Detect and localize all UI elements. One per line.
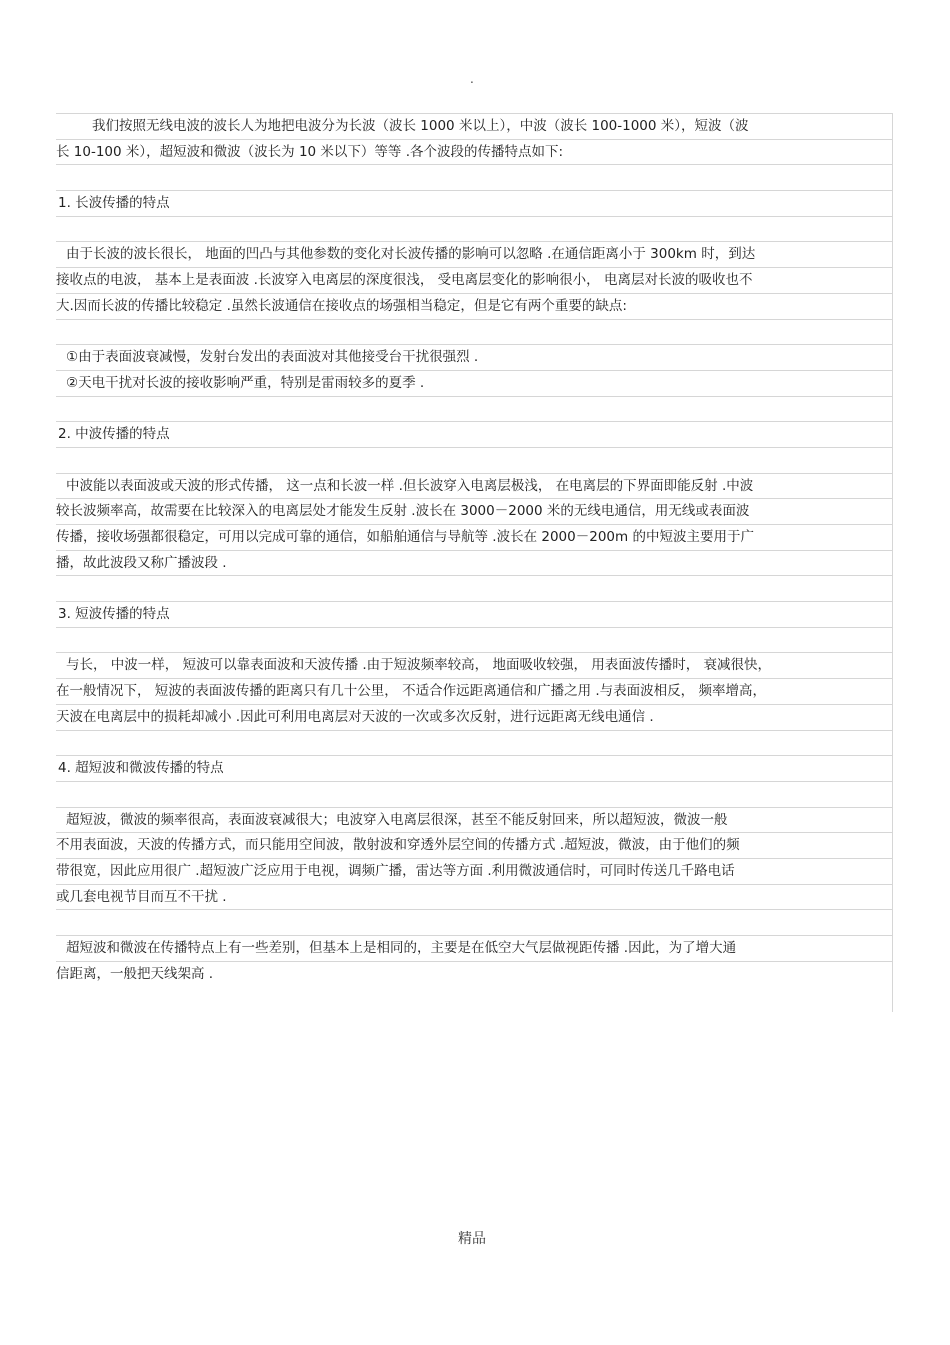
page-footer: 精品 (458, 1231, 486, 1247)
text-line (56, 858, 893, 884)
line-text: 接收点的电波， 基本上是表面波 .长波穿入电离层的深度很浅， 受电离层变化的影响很小， 电离层对长波的吸收也不 (56, 272, 753, 289)
blank-line (56, 319, 893, 345)
text-line (56, 961, 893, 987)
text-line (56, 473, 893, 499)
blank-line (56, 216, 893, 242)
line-text: 或几套电视节目而互不干扰 . (56, 888, 227, 905)
line-text: 长 10-100 米），超短波和微波（波长为 10 米以下）等等 .各个波段的传播特点如下: (56, 143, 564, 160)
line-text: 大.因而长波的传播比较稳定 .虽然长波通信在接收点的场强相当稳定，但是它有两个重要的缺点: (56, 297, 627, 314)
text-line (56, 344, 893, 370)
line-text: 中波能以表面波或天波的形式传播， 这一点和长波一样 .但长波穿入电离层极浅， 在电离层的下界面即能反射 .中波 (66, 477, 754, 494)
text-line (56, 678, 893, 704)
text-line (56, 704, 893, 730)
line-text: 由于长波的波长很长， 地面的凹凸与其他参数的变化对长波传播的影响可以忽略 .在通信距离小于 300km 时，到达 (66, 246, 756, 263)
line-text: ①由于表面波衰减慢，发射台发出的表面波对其他接受台干扰很强烈 . (66, 349, 479, 366)
text-line (56, 241, 893, 267)
line-text: 超短波和微波在传播特点上有一些差别，但基本上是相同的，主要是在低空大气层做视距传播 .因此，为了增大通 (66, 940, 737, 956)
blank-line (56, 164, 893, 190)
line-text: 播，故此波段又称广播波段 . (56, 554, 227, 571)
text-line (56, 832, 893, 858)
text-line (56, 139, 893, 165)
section-heading (56, 421, 893, 447)
document-body (56, 113, 893, 1012)
line-text: ②天电干扰对长波的接收影响严重，特别是雷雨较多的夏季 . (66, 374, 425, 391)
line-text: 传播，接收场强都很稳定，可用以完成可靠的通信，如船舶通信与导航等 .波长在 2000－200m 的中短波主要用于广 (56, 529, 754, 545)
line-text: 较长波频率高，故需要在比较深入的电离层处才能发生反射 .波长在 3000－2000 米的无线电通信，用无线或表面波 (56, 503, 750, 520)
line-text: 与长， 中波一样， 短波可以靠表面波和天波传播 .由于短波频率较高， 地面吸收较强， 用表面波传播时， 衰减很快， (66, 657, 772, 674)
section-heading (56, 601, 893, 627)
line-text: 超短波，微波的频率很高，表面波衰减很大；电波穿入电离层很深，甚至不能反射回来，所以超短波，微波一般 (66, 811, 728, 828)
text-line (56, 370, 893, 396)
line-text: 2. 中波传播的特点 (58, 426, 170, 443)
text-line (56, 498, 893, 524)
line-text: 带很宽，因此应用很广 .超短波广泛应用于电视，调频广播，雷达等方面 .利用微波通信时，可同时传送几千路电话 (56, 862, 735, 879)
line-text: 不用表面波，天波的传播方式，而只能用空间波，散射波和穿透外层空间的传播方式 .超短波，微波，由于他们的频 (56, 837, 740, 854)
text-line (56, 550, 893, 576)
blank-line (56, 447, 893, 473)
text-line (56, 524, 893, 550)
blank-line (56, 396, 893, 422)
text-line (56, 935, 893, 961)
text-line (56, 293, 893, 319)
text-line (56, 884, 893, 910)
line-text: 在一般情况下， 短波的表面波传播的距离只有几十公里， 不适合作远距离通信和广播之用 .与表面波相反， 频率增高， (56, 683, 766, 700)
blank-line (56, 575, 893, 601)
blank-line (56, 627, 893, 653)
line-text: 信距离，一般把天线架高 . (56, 965, 214, 982)
text-line (56, 267, 893, 293)
table-tail (56, 986, 893, 1012)
text-line (56, 807, 893, 833)
line-text: 4. 超短波和微波传播的特点 (58, 760, 224, 777)
line-text: 3. 短波传播的特点 (58, 606, 170, 623)
line-text: 1. 长波传播的特点 (58, 195, 170, 212)
section-heading (56, 190, 893, 216)
text-line (56, 113, 893, 139)
page-top-mark: . (470, 72, 474, 86)
text-line (56, 652, 893, 678)
blank-line (56, 909, 893, 935)
section-heading (56, 755, 893, 781)
blank-line (56, 781, 893, 807)
blank-line (56, 730, 893, 756)
line-text: 我们按照无线电波的波长人为地把电波分为长波（波长 1000 米以上），中波（波长 100-1000 米），短波（波 (92, 118, 749, 134)
line-text: 天波在电离层中的损耗却减小 .因此可利用电离层对天波的一次或多次反射，进行远距离无线电通信 . (56, 708, 654, 725)
